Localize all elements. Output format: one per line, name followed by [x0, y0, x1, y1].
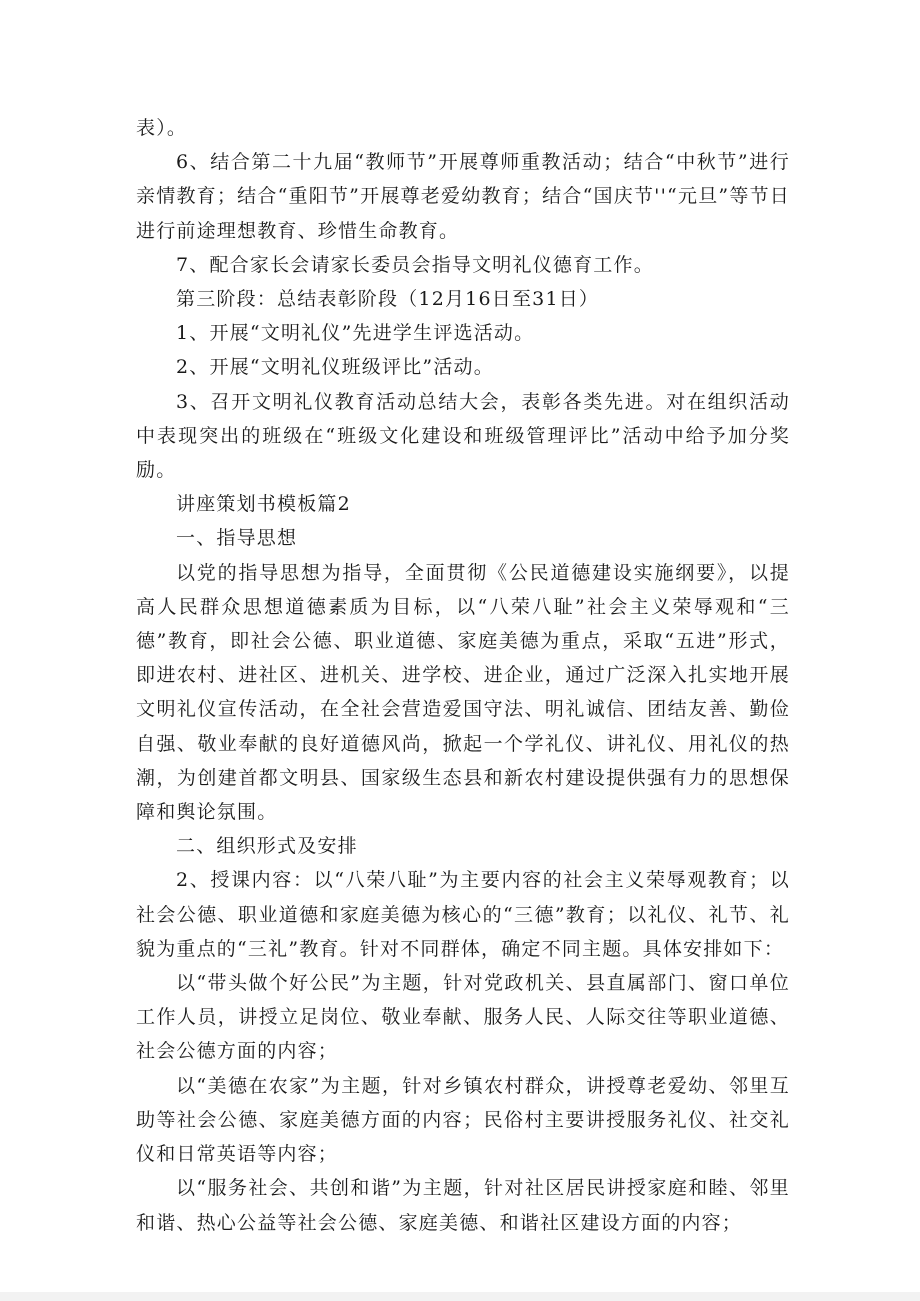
paragraph-course-content: 2、授课内容：以“八荣八耻”为主要内容的社会主义荣辱观教育；以社会公德、职业道德和家庭美德为核心的“三德”教育；以礼仪、礼节、礼貌为重点的“三礼”教育。针对不同群体，确定不同主题。具体安排如下：: [136, 869, 790, 960]
paragraph-theme-citizen: 以“带头做个好公民”为主题，针对党政机关、县直属部门、窗口单位工作人员，讲授立足岗位、敬业奉献、服务人民、人际交往等职业道德、社会公德方面的内容；: [136, 972, 790, 1063]
paragraph-stage-3-item-2: 2、开展“文明礼仪班级评比”活动。: [176, 356, 494, 379]
page-bottom-strip: [0, 1292, 920, 1301]
paragraph-guiding-ideology: 以党的指导思想为指导，全面贯彻《公民道德建设实施纲要》，以提高人民群众思想道德素质为目标，以“八荣八耻”社会主义荣辱观和“三德”教育，即社会公德、职业道德、家庭美德为重点，采取“五进”形式，即进农村、进社区、进机关、进学校、进企业，通过广泛深入扎实地开展文明礼仪宣传活动，在全社会营造爱国守法、明礼诚信、团结友善、勤俭自强、敬业奉献的良好道德风尚，掀起一个学礼仪、讲礼仪、用礼仪的热潮，为创建首都文明县、国家级生态县和新农村建设提供强有力的思想保障和舆论氛围。: [136, 561, 790, 824]
paragraph-item-7: 7、配合家长会请家长委员会指导文明礼仪德育工作。: [176, 253, 654, 276]
paragraph-stage-3-heading: 第三阶段：总结表彰阶段（12月16日至31日）: [176, 288, 600, 311]
paragraph-theme-farm: 以“美德在农家”为主题，针对乡镇农村群众，讲授尊老爱幼、邻里互助等社会公德、家庭美德方面的内容；民俗村主要讲授服务礼仪、社交礼仪和日常英语等内容；: [136, 1074, 790, 1166]
document-body: [136, 111, 790, 1240]
paragraph-stage-3-item-3: 3、召开文明礼仪教育活动总结大会，表彰各类先进。对在组织活动中表现突出的班级在“班级文化建设和班级管理评比”活动中给予加分奖励。: [136, 390, 790, 482]
paragraph-item-6: 6、结合第二十九届“教师节”开展尊师重教活动；结合“中秋节”进行亲情教育；结合“重阳节”开展尊老爱幼教育；结合“国庆节''“元旦”等节日进行前途理想教育、珍惜生命教育。: [136, 151, 790, 242]
paragraph-table-end: 表）。: [136, 117, 188, 139]
heading-guiding-ideology: 一、指导思想: [176, 527, 298, 550]
paragraph-theme-community: 以“服务社会、共创和谐”为主题，针对社区居民讲授家庭和睦、邻里和谐、热心公益等社会公德、家庭美德、和谐社区建设方面的内容；: [136, 1177, 790, 1234]
paragraph-stage-3-item-1: 1、开展“文明礼仪”先进学生评选活动。: [176, 322, 535, 345]
heading-organization: 二、组织形式及安排: [176, 835, 358, 858]
section-title-template-2: 讲座策划书模板篇2: [176, 493, 351, 516]
